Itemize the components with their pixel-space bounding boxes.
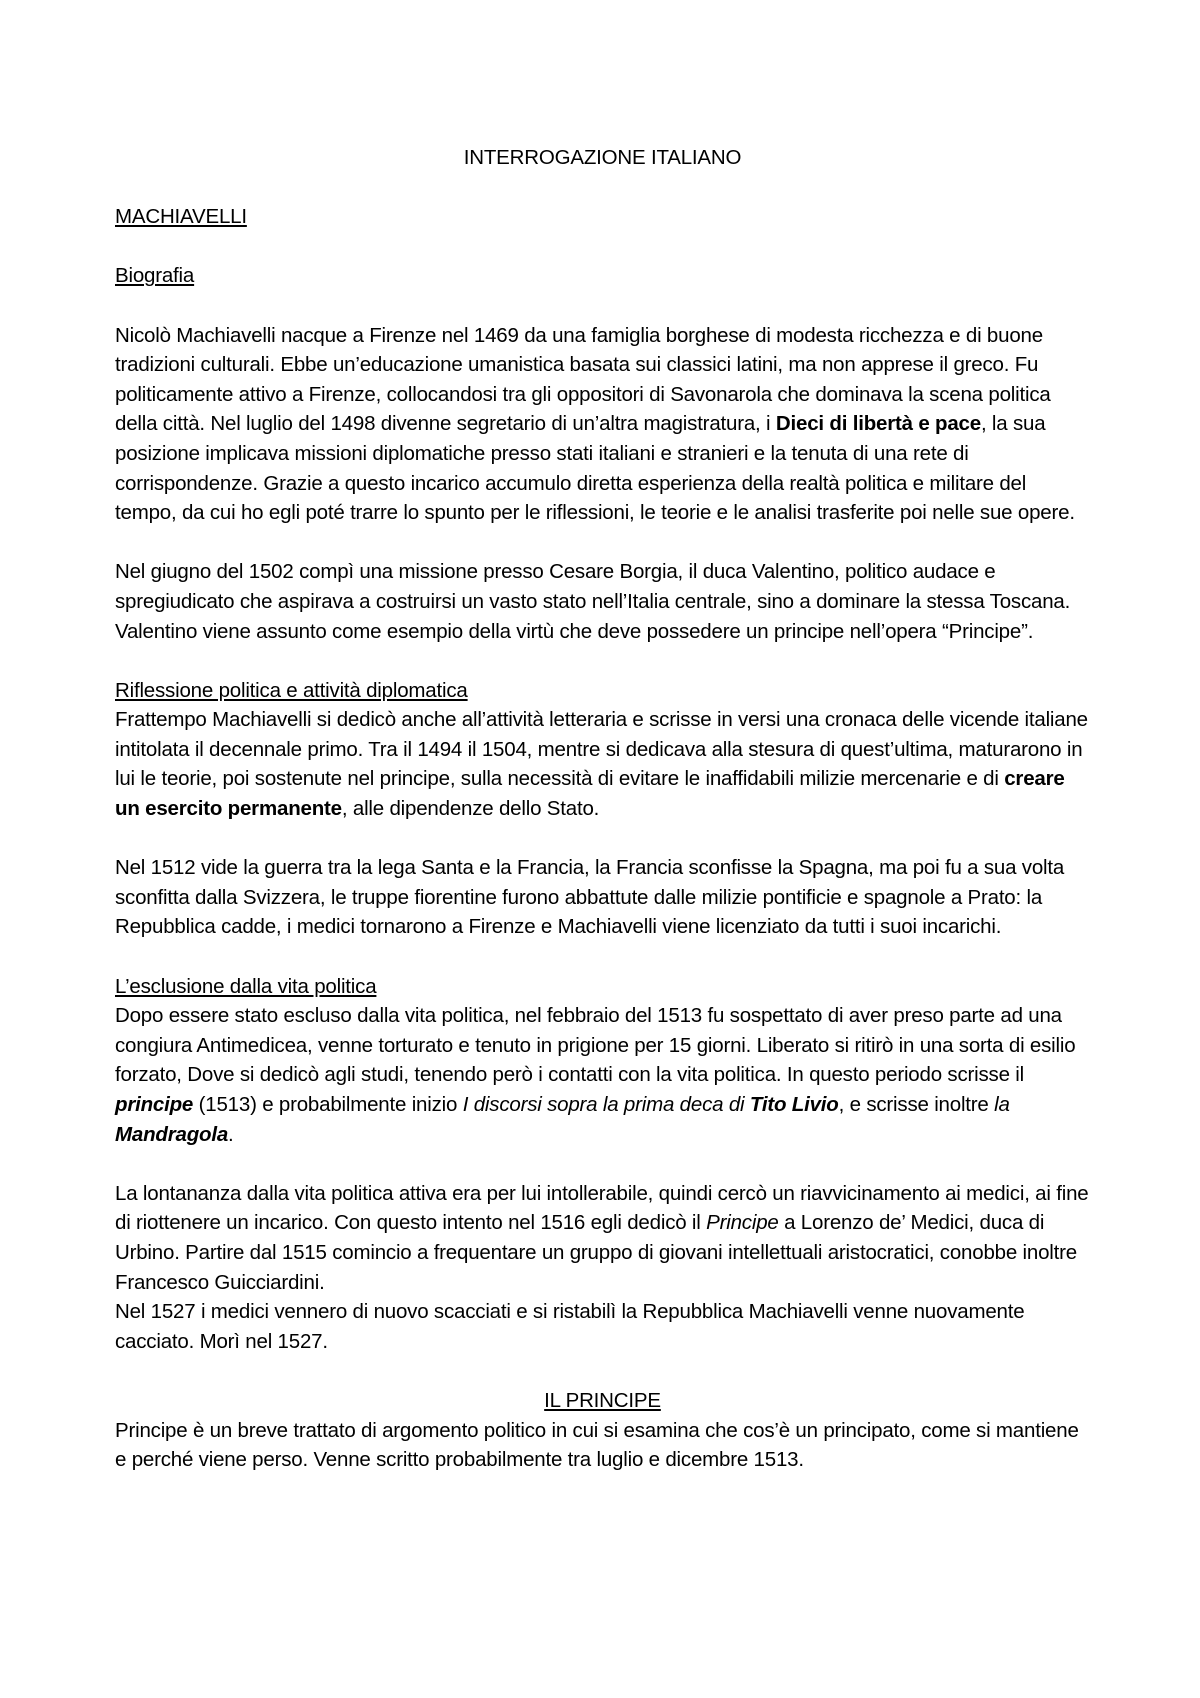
spacer <box>115 942 1090 972</box>
bolditalic-text-principe: principe <box>115 1093 194 1116</box>
text-run: La lontananza dalla vita politica attiva era per lui intollerabile, quindi cercò un riavvicinamento ai medici, ai fine di riottenere un incarico. Con questo intento nel 1516 egli dedicò il <box>115 1181 1089 1235</box>
spacer <box>115 824 1090 854</box>
section-title-machiavelli: MACHIAVELLI <box>115 205 247 229</box>
document-body <box>115 143 1090 1475</box>
spacer <box>115 528 1090 558</box>
subsection-title-biografia: Biografia <box>115 264 195 288</box>
italic-text-principe: Principe <box>706 1211 779 1235</box>
bolditalic-text-tito-livio: Tito Livio <box>749 1093 839 1116</box>
text-run: (1513) e probabilmente inizio <box>193 1093 463 1116</box>
italic-text-la: la <box>994 1093 1010 1116</box>
italic-text-discorsi: I discorsi sopra la prima deca di <box>462 1093 745 1116</box>
spacer <box>115 646 1090 676</box>
paragraph-biografia-2: Nel giugno del 1502 compì una missione presso Cesare Borgia, il duca Valentino, politico audace e spregiudicato che aspirava a costruirsi un vasto stato nell’Italia centrale, sino a dominare la stessa Toscana. Valentino viene assunto come esempio della virtù che deve possedere un principe nell’opera “Principe”. <box>115 560 1071 643</box>
paragraph-principe-1: Principe è un breve trattato di argomento politico in cui si esamina che cos’è un principato, come si mantiene e perché viene perso. Venne scritto probabilmente tra luglio e dicembre 1513. <box>115 1418 1079 1472</box>
spacer <box>115 232 1090 262</box>
text-run: Nicolò Machiavelli nacque a Firenze nel 1469 da una famiglia borghese di modesta ricchezza e di buone tradizioni culturali. Ebbe un’educazione umanistica basata sui classici latini, ma non apprese il greco. Fu politicamente attivo a Firenze, collocandosi tra gli oppositori di Savonarola che dominava la scena politica della città. Nel luglio del 1498 divenne segretario di un’altra magistratura, i <box>115 323 1051 436</box>
paragraph-riflessione-1 <box>115 705 1090 823</box>
text-run: . <box>228 1122 234 1146</box>
subsection-title-principe: IL PRINCIPE <box>544 1388 661 1412</box>
bolditalic-text-mandragola: Mandragola <box>115 1122 229 1146</box>
text-run: Frattempo Machiavelli si dedicò anche all’attività letteraria e scrisse in versi una cronaca delle vicende italiane intitolata il decennale primo. Tra il 1494 il 1504, mentre si dedicava alla stesura di quest’ultima, maturarono in lui le teorie, poi sostenute nel principe, sulla necessità di evitare le inaffidabili milizie mercenarie e di <box>115 708 1088 791</box>
paragraph-biografia-1 <box>115 321 1090 528</box>
text-run: , e scrisse inoltre <box>838 1093 995 1116</box>
spacer <box>115 1149 1090 1179</box>
bold-text-dieci: Dieci di libertà e pace <box>775 412 981 436</box>
text-run: , la sua posizione implicava missioni diplomatiche presso stati italiani e stranieri e la tenuta di una rete di corrispondenze. Grazie a questo incarico accumulo diretta esperienza della realtà politica e militare del tempo, da cui ho egli poté trarre lo spunto per le riflessioni, le teorie e le analisi trasferite poi nelle sue opere. <box>115 412 1075 525</box>
subsection-title-esclusione: L’esclusione dalla vita politica <box>115 974 377 998</box>
paragraph-esclusione-2 <box>115 1179 1090 1297</box>
paragraph-esclusione-3: Nel 1527 i medici vennero di nuovo scacciati e si ristabilì la Repubblica Machiavelli venne nuovamente cacciato. Morì nel 1527. <box>115 1300 1025 1353</box>
subsection-title-riflessione: Riflessione politica e attività diplomatica <box>115 678 468 702</box>
paragraph-riflessione-2: Nel 1512 vide la guerra tra la lega Santa e la Francia, la Francia sconfisse la Spagna, ma poi fu a sua volta sconfitta dalla Svizzera, le truppe fiorentine furono abbattute dalle milizie pontificie e spagnole a Prato: la Repubblica cadde, i medici tornarono a Firenze e Machiavelli viene licenziato da tutti i suoi incarichi. <box>115 856 1065 939</box>
paragraph-esclusione-1 <box>115 1001 1090 1149</box>
spacer <box>115 1356 1090 1386</box>
spacer <box>115 291 1090 321</box>
document-title: INTERROGAZIONE ITALIANO <box>463 146 742 169</box>
bold-text-esercito: creare un esercito permanente <box>115 767 1065 821</box>
text-run: a Lorenzo de’ Medici, duca di Urbino. Partire dal 1515 comincio a frequentare un gruppo di giovani intellettuali aristocratici, conobbe inoltre Francesco Guicciardini. <box>115 1211 1077 1294</box>
text-run: , alle dipendenze dello Stato. <box>341 797 600 821</box>
text-run: Dopo essere stato escluso dalla vita politica, nel febbraio del 1513 fu sospettato di aver preso parte ad una congiura Antimedicea, venne torturato e tenuto in prigione per 15 giorni. Liberato si ritirò in una sorta di esilio forzato, Dove si dedicò agli studi, tenendo però i contatti con la vita politica. In questo periodo scrisse il <box>115 1004 1076 1087</box>
spacer <box>115 173 1090 203</box>
